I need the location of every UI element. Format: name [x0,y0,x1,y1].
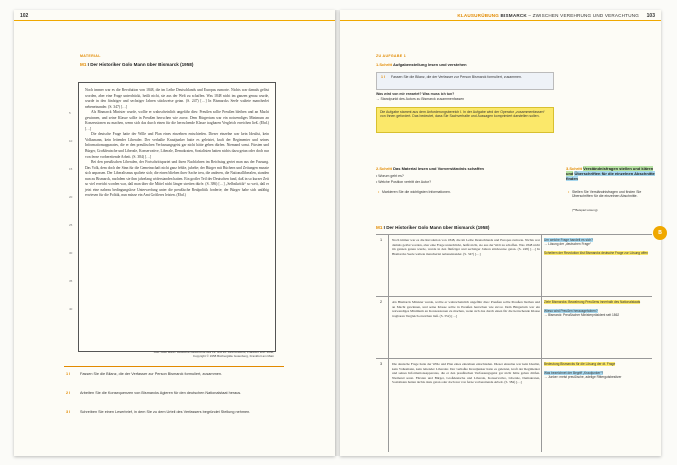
page-number: 103 [646,13,655,19]
line-number: 35 [69,279,73,283]
table-row [376,358,652,453]
section-label: ZU AUFGABE 1 [376,54,407,58]
step-title: Aufgabenstellung lesen und verstehen [392,62,467,67]
task-item [66,372,280,377]
line-number: 25 [69,223,73,227]
side-tab-marker: B [653,226,667,240]
note-question: Wieso wird Preußen herausgehoben? [544,309,598,313]
step-2-question: • Welche Position vertritt der Autor? [376,180,432,184]
task-item [66,410,280,415]
step-3-hint: (**Beispiel Lösung) [572,208,598,212]
material-title: Der Historiker Golo Mann über Bismarck (1958) [90,62,194,67]
note-answer: → Junker: meist preußische, adelige Rittergutsbesitzer [544,375,622,379]
line-number: 5 [69,111,71,115]
step-number: 1.Schritt [376,62,393,67]
task-text: Arbeiten Sie die Konsequenzen von Bismarcks Agieren für den deutschen Nationalstaat heraus. [80,391,242,395]
step-1-heading [376,62,467,67]
running-header [457,13,639,18]
line-number: 30 [69,251,73,255]
task-item [66,391,280,396]
step-title: Das Material lesen und Vorverständnis schaffen [393,166,484,171]
step-number: 2.Schritt [376,166,393,171]
note-summary: Scheitern der Revolution löst Bismarcks deutsche Frage zur Lösung offen [544,251,648,255]
source-paragraph: Als Bismarck Minister wurde, wollte er wahrscheinlich ungefähr dies: Preußen sollte Preußen bleiben und an Macht gewinnen, und seine Klasse sollte in Preußen herrschen wie zuvor. Dem Bürgertum war ein notwendiges Minimum an Konzessionen zu machen, wenn sich das durch einen für die herrschende Klasse tragbaren Vergleich erreichen ließ. (Ebd.) […] [85,110,269,131]
note-summary: Bedeutung Bismarcks für die Lösung der dt. Frage [544,362,616,366]
note-answer: → Lösung der „deutschen Frage“ [544,242,591,246]
operator-note [376,107,554,133]
material-title: Der Historiker Golo Mann über Bismarck (1958) [386,225,490,230]
source-paragraph: Die deutsche Frage hatte der Wille und Plan eines einzelnen entschieden. Dieser einzelne war kein Idealist, kein Volksmann, kein leitender Liberaler. Der verhaßte Krautjunker hatte es geleistet, kraft der Regimenter und seines Informationsapparates, die er den preußischen Verfassungsgeist gar nicht hätte geben dürfen. Niemand sonst. Fürsten und Bürger, Großdeutsche und Liberale, Konservative, Liberale, Demokraten, Sozialisten hatten nichts dazu getan oder doch nur von ferne vorbereitende Arbeit. (S. 384) […] [85,132,269,159]
row-notes [544,362,648,379]
row-number: 3 [380,362,383,366]
material-separator: I [87,62,91,67]
step-3-bullet: • Stellen Sie Verständnisfragen und finden Sie Überschriften für die einzelnen Abschnitte. [572,190,652,199]
source-caption [78,351,274,359]
row-text: Noch immer war es die Revolution von 1848, die im Leibe Deutschlands und Europas rumorte. Nichts war damals gelöst worden, aber eine Frage unterdrückt, heißt nicht, sie aus der Welt zu schaffen. Was 1848 nicht im ganzen genau wurde, wurde in den fünfziger und sechziger Jahren stückweise getan. (S. 248) […] In Bismarcks Seele waltete mancherlei nebeneinander. (S. 347) […] [392,238,540,256]
caption-line: Aus: Golo Mann: Deutsche Geschichte des 19. und 20. Jahrhunderts, Frankfurt a.M. 1958, [153,350,274,354]
task-box-text: Fassen Sie die Bilanz, die der Verfasser zur Person Bismarck formuliert, zusammen. [391,75,522,79]
row-text: Als Bismarck Minister wurde, wollte er wahrscheinlich ungefähr dies: Preußen sollte Preußen bleiben und an Macht gewinnen, und seine Klasse sollte in Preußen herrschen wie zuvor. Dem Bürgertum war ein notwendiges Minimum an Konzessionen zu machen, wenn sich das durch einen für die herrschende Klasse tragbaren Vergleich erreichen ließ. (S. 352) […] [392,300,540,318]
running-title: BISMARCK [500,13,527,18]
row-number: 2 [380,300,383,304]
step-2-question: • Worum geht es? [376,174,404,178]
task-number: 2 I [66,391,71,395]
section-label: MATERIAL [80,54,101,58]
material-tag: M1 [376,225,383,230]
task-box [376,72,554,90]
left-page [14,10,335,456]
header-rule [14,20,335,21]
note-answer: → Bismarck: Preußischer Ministerpräsident seit 1862 [544,313,620,317]
source-text-frame [69,82,276,352]
source-text [85,88,269,199]
source-paragraph: Noch immer war es die Revolution von 1848, die im Leibe Deutschlands und Europas rumorte. Nichts war damals gelöst worden, aber eine Frage unterdrückt, heißt nicht, sie aus der Welt zu schaffen. Was 1848 nicht im ganzen genau wurde, wurde in den fünfziger und sechziger Jahren stückweise getan. (S. 247) […] In Bismarcks Seele waltete mancherlei nebeneinander. (S. 347) […] [85,88,269,109]
material-separator: I [383,225,387,230]
table-row [376,296,652,359]
note-question: Um welche Frage handelt es sich? [544,238,593,242]
table-material-heading [376,225,489,230]
note-summary: Ziele Bismarcks: Bewahrung Preußens innerhalb des Nationalstaats [544,300,641,304]
step-title-part-a: Verständnisfragen stellen und klären und [566,166,654,176]
step-3-heading [566,166,656,181]
guiding-answer: → Standpunkt des Autors zu Bismarck zusammenfassen [376,97,465,101]
task-box-number: 1 I [381,75,385,79]
material-heading [80,62,193,67]
row-text: Die deutsche Frage hatte der Wille und Plan eines einzelnen entschieden. Dieser einzelne war kein Idealist, kein Volksmann, kein leitender Liberaler. Der verhaßte Krautjunker hatte es geleistet, kraft der Regimenter und seines Informationsapparates, die er den preußischen Verfassungsgeist gar nicht hätte geben dürfen. Niemand sonst. Fürsten und Bürger, Großdeutsche und Liberale, Konservative, Liberale, Demokraten, Sozialisten hatten nichts dazu getan oder doch nur von ferne vorbereitende Arbeit. (S. 384) […] [392,362,540,385]
header-rule [340,20,661,21]
task-text: Schreiben Sie einen Leserbrief, in dem Sie zu dem Urteil des Verfassers begründet Stellung nehmen. [80,410,251,414]
running-rest: – ZWISCHEN VEREHRUNG UND VERACHTUNG [528,13,639,18]
step-2-bullet: • Markieren Sie die wichtigsten Informationen. [382,190,451,194]
source-paragraph: Bei den preußischen Liberalen, der Fortschrittspartei und ihren Nachfahren im Reichstag geriet man aus der Fassung. Das Volk, dem doch der Sinn für die Gemeinschaft nicht ganz fehlte, jubelte; der Bürger mit Büchern und Zeitungen musste sich anpassen. Der Liberalismus spaltete sich; die einen blieben ihrer Sache treu, die anderen, die Nationalliberalen, standen nun zu Bismarck, nachdem sie ihm jahrelang widerstanden hatten. Ein großer Teil der Deutschen fand, daß in so kurzer Zeit so viel erreicht worden war, daß man über die Mittel nicht länger streiten dürfe. (S. 386) […] „Selbstkritik“ so weit, daß er jetzt eine nahezu bedingungslose Unterwerfung unter die preußische Realpolitik forderte; der Bürger habe sich unfähig erwiesen für die Politik, nun müsse ein Amt Größeres leisten. (Ebd.) [85,160,269,198]
row-number: 1 [380,238,383,242]
task-number: 3 I [66,410,71,414]
step-number: 3.Schritt [566,166,583,171]
row-notes [544,238,648,255]
line-number: 10 [69,139,73,143]
line-number: 40 [69,307,73,311]
caption-line: Copyright © 1958 Büchergilde Gutenberg, Frankfurt am Main [192,353,274,358]
annotation-table [376,234,652,452]
step-2-heading [376,166,484,171]
line-number: 20 [69,195,73,199]
table-row [376,234,652,297]
task-text: Fassen Sie die Bilanz, die der Verfasser zur Person Bismarck formuliert, zusammen. [80,372,223,376]
page-number: 102 [20,13,29,19]
row-notes [544,300,648,317]
note-question: Was bezeichnet der Begriff „Krautjunker“? [544,371,604,375]
line-number: 15 [69,167,73,171]
task-divider [64,366,284,367]
task-number: 1 I [66,372,71,376]
step-title-part-b: Überschriften für die einzelnen Abschnitte finden [566,171,655,181]
running-accent: KLAUSURÜBUNG [457,13,500,18]
operator-note-text: Die Aufgabe stammt aus dem Anforderungsbereich I. In der Aufgabe wird der Operator „zusammenfassen“ von Ihnen gefordert. Das bedeutet, dass Sie Sachverhalte und Aussagen komprimiert darstellen sollen. [380,110,545,119]
right-page [340,10,661,456]
guiding-question: Was wird von mir erwartet? Was muss ich tun? [376,92,455,96]
material-tag: M1 [80,62,87,67]
